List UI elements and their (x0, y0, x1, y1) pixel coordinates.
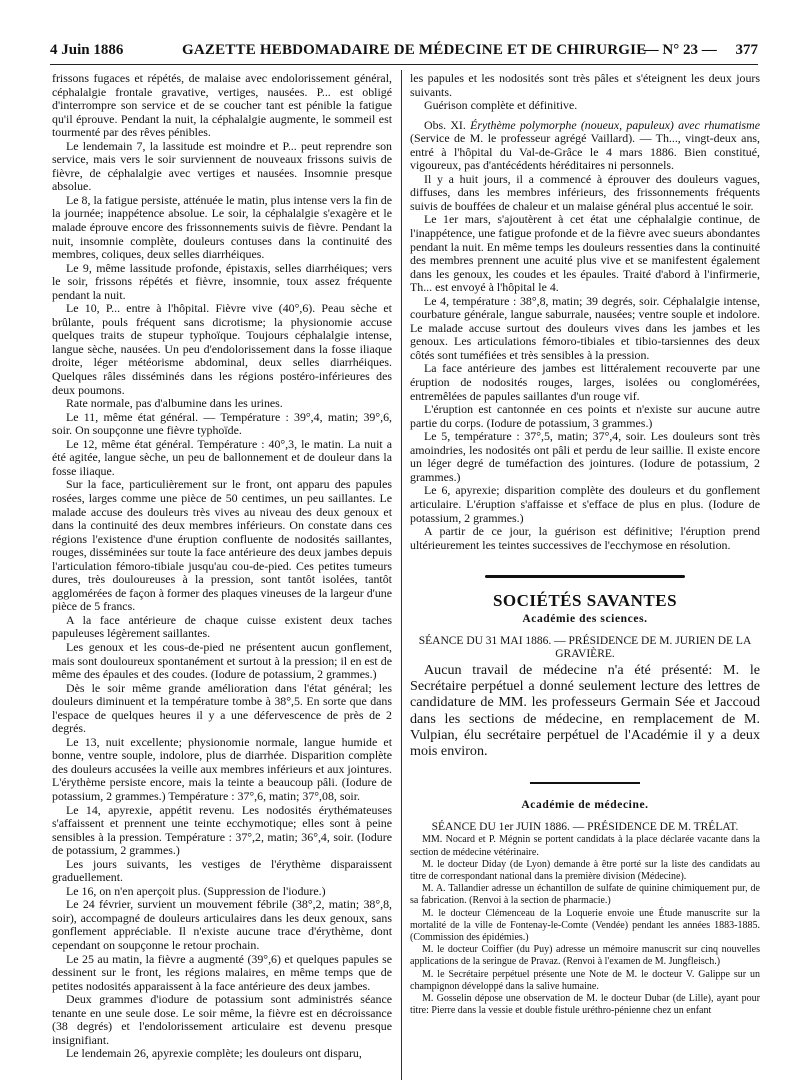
paragraph: Les jours suivants, les vestiges de l'érythème disparaissent graduellement. (52, 856, 392, 885)
academy-separator (410, 774, 760, 788)
paragraph: Le 24 février, survient un mouvement fébrile (38°,2, matin; 38°,8, soir), accompagné de douleurs articulaires dans les deux genoux, sans gonflement appréciable. Il n'existe aucune trace d'érythème, dont cependant on soupçonne le retour prochain. (52, 897, 392, 952)
paragraph: Le 16, on n'en aperçoit plus. (Suppression de l'iodure.) (66, 883, 326, 898)
paragraph: A partir de ce jour, la guérison est définitive; l'éruption prend ultérieurement les teintes successives de l'ecchymose en résolution. (410, 524, 760, 552)
obs-label: Obs. XI. (424, 117, 466, 132)
academy-medecine-heading: Académie de médecine. (521, 799, 649, 812)
section-title: SOCIÉTÉS SAVANTES (492, 590, 678, 610)
page-number: 377 (735, 42, 758, 58)
paragraph: Les genoux et les cous-de-pied ne présentent aucun gonflement, mais sont douloureux spontanément et surtout à la pression; il en est de même des épaules et des coudes. (Iodure de potassium, 2 grammes.) (52, 639, 392, 682)
issue-date: 4 Juin 1886 (50, 42, 124, 58)
paragraph: Le 9, même lassitude profonde, épistaxis, selles diarrhéiques; vers le soir, frissons répétés et fièvre, insomnie, toux assez fréquente pendant la nuit. (52, 260, 392, 302)
sciences-report: Aucun travail de médecine n'a été présenté: M. le Secrétaire perpétuel a donné seulement lecture des lettres de candidature de MM. les professeurs Germain Sée et Jaccoud dans les sections de médecine, en remplacement de M. Vulpian, élu secrétaire perpétuel de l'Académie il y a deux mois environ. (410, 661, 760, 760)
paragraph: Le 11, même état général. — Température : 39°,4, matin; 39°,6, soir. On soupçonne une fièvre typhoïde. (52, 409, 392, 438)
paragraph: La face antérieure des jambes est littéralement recouverte par une éruption de nodosités rouges, larges, isolées ou conglomérées, entremêlées de papules saillantes d'un rouge vif. (410, 361, 760, 403)
paragraph: Dès le soir même grande amélioration dans l'état général; les douleurs diminuent et la température tombe à 38°,5. En sorte que dans l'espace de quelques heures il y a une défervescence de près de 2 degrés. (52, 680, 392, 736)
section-separator (410, 568, 760, 582)
academy-item: M. Gosselin dépose une observation de M. le docteur Dubar (de Lille), ayant pour titre: Pierre dans la vessie et double fistule uréthro-pénienne chez un enfant (410, 992, 760, 1017)
paragraph: Le lendemain 7, la lassitude est moindre et P... peut reprendre son service, mais vers le soir surviennent de nouveaux frissons suivis de fièvre, de céphalalgie avec vertiges et nausées. Insomnie presque absolue. (52, 138, 392, 194)
paragraph: Il y a huit jours, il a commencé à éprouver des douleurs vagues, diffuses, dans les membres inférieurs, des frissonnements fréquents suivis de bouffées de chaleur et un malaise général plus accentué le soir. (410, 171, 760, 213)
seance-medecine: SÉANCE DU 1er JUIN 1886. — PRÉSIDENCE DE M. TRÉLAT. (431, 820, 739, 833)
paragraph: Le 8, la fatigue persiste, atténuée le matin, plus intense vers la fin de la journée; inappétence absolue. Le soir, la céphalalgie s'exagère et le malade éprouve encore des frissonnements suivis de fièvre. Pendant la nuit, insomnie complète, douleurs contuses dans la continuité des membres, coliques, deux selles diarrhéiques. (52, 192, 392, 262)
academy-item: MM. Nocard et P. Mégnin se portent candidats à la place déclarée vacante dans la section de médecine vétérinaire. (410, 834, 760, 858)
paragraph: Le lendemain 26, apyrexie complète; les douleurs ont disparu, (66, 1046, 362, 1061)
page-header (50, 40, 758, 65)
issue-number: — N° 23 — (643, 42, 717, 58)
paragraph: Le 12, même état général. Température : 40°,3, le matin. La nuit a été agitée, langue sèche, un peu de ballonnement et de douleur dans la fosse iliaque. (52, 436, 392, 478)
paragraph: Deux grammes d'iodure de potassium sont administrés séance tenante en une seule dose. Le soir même, la fièvre est en décroissance (38 degrés) et l'endolorissement articulaire est devenu presque insignifiant. (52, 992, 392, 1047)
academy-item: M. le docteur Clémenceau de la Loquerie envoie une Étude manuscrite sur la mortalité de la ville de Fontenay-le-Comte (Vendée) pendant les années 1883-1885. (Commission des épidémies.) (410, 907, 760, 943)
journal-title: GAZETTE HEBDOMADAIRE DE MÉDECINE ET DE CHIRURGIE (182, 42, 647, 58)
paragraph: Le 14, apyrexie, appétit revenu. Les nodosités érythémateuses s'affaissent et prennent une teinte ecchymotique; elles sont à peine sensibles à la pression. Température : 37°,2, matin; 36°,4, soir. (Iodure de potassium, 2 grammes.) (52, 802, 392, 858)
paragraph: A la face antérieure de chaque cuisse existent deux taches papuleuses légèrement saillantes. (52, 612, 392, 641)
academy-item: M. le docteur Diday (de Lyon) demande à être porté sur la liste des candidats au titre de correspondant national dans la première division (Médecine). (410, 858, 760, 882)
obs-intro: (Service de M. le professeur agrégé Vaillard). — Th..., vingt-deux ans, entré à l'hôpital du Val-de-Grâce le 4 mars 1886. Bien constitué, vigoureux, pas d'antécédents héréditaires ni personnels. (410, 131, 760, 173)
right-continuation (410, 72, 760, 113)
observation-heading (410, 119, 760, 173)
observation-paragraphs (410, 173, 760, 552)
academy-item: M. le docteur Coiffier (du Puy) adresse un mémoire manuscrit sur cinq nouvelles applications de la seringue de Pravaz. (Renvoi à l'examen de M. Jungfleisch.) (410, 944, 760, 968)
right-column (410, 72, 760, 1017)
paragraph: Sur la face, particulièrement sur le front, ont apparu des papules rosées, larges comme une pièce de 50 centimes, un peu saillantes. Le malade accuse des douleurs très vives au niveau des deux genoux et dans la continuité des deux membres inférieurs. On constate dans ces régions l'existence d'une éruption confluente de nodosités saillantes, rouges, disséminées sur toute la face antérieure des deux jambes depuis l'articulation fémoro-tibiale jusqu'au cou-de-pied. Ces petites tumeurs dures, très douloureuses à la pression, sont tantôt isolées, tantôt agglomérées de façon à former des plaques vineuses de la largeur d'une pièce de 5 francs. (52, 477, 392, 614)
column-divider (401, 70, 402, 1080)
paragraph: Le 25 au matin, la fièvre a augmenté (39°,6) et quelques papules se dessinent sur le front, les régions malaires, en même temps que de petites nodosités apparaissent à la face antérieure des deux jambes. (52, 951, 392, 993)
paragraph: Le 4, température : 38°,8, matin; 39 degrés, soir. Céphalalgie intense, courbature générale, langue saburrale, nausées; ventre souple et indolore. Le malade accuse surtout des douleurs vives dans les jambes et les genoux. Les articulations fémoro-tibiales et tibio-tarsiennes des deux côtés sont tuméfiées et très sensibles à la pression. (410, 293, 760, 362)
paragraph: Guérison complète et définitive. (424, 98, 578, 113)
obs-title: Érythème polymorphe (noueux, papuleux) avec rhumatisme (470, 117, 760, 132)
medecine-items (410, 834, 760, 1017)
paragraph: Le 1er mars, s'ajoutèrent à cet état une céphalalgie continue, de l'inappétence, une fatigue profonde et de la fièvre avec sueurs abondantes pendant la nuit. En même temps les douleurs ressenties dans la continuité des membres prennent une acuité plus vive et se manifestent également dans les genoux, les coudes et les épaules. Traité d'abord à l'infirmerie, Th... est envoyé à l'hôpital le 4. (410, 212, 760, 295)
paragraph: les papules et les nodosités sont très pâles et s'éteignent les deux jours suivants. (410, 71, 760, 99)
paragraph: frissons fugaces et répétés, de malaise avec endolorissement général, céphalalgie frontale gravative, vertiges, nausées. P... est obligé d'interrompre son service et de se coucher tant est pénible la fatigue qu'il éprouve. Pendant la nuit, la céphalalgie augmente, le sommeil est tourmenté par des rêves pénibles. (52, 71, 392, 140)
academy-item: M. le Secrétaire perpétuel présente une Note de M. le docteur V. Galippe sur un champignon développé dans la salive humaine. (410, 968, 760, 992)
paragraph: Le 10, P... entre à l'hôpital. Fièvre vive (40°,6). Peau sèche et brûlante, pouls fréquent sans dicrotisme; la physionomie accuse quelques traits de stupeur typhoïque. Toujours céphalalgie intense, langue sèche, nausées. Un peu d'endolorissement dans la fosse iliaque droite, léger météorisme abdominal, deux selles diarrhéiques. Quelques râles disséminés dans les régions postéro-inférieures des deux poumons. (52, 301, 392, 397)
paragraph: Le 5, température : 37°,5, matin; 37°,4, soir. Les douleurs sont très amoindries, les nodosités ont pâli et perdu de leur saillie. Il existe encore un léger degré de tuméfaction des jointures. (Iodure de potassium, 2 grammes.) (410, 429, 760, 484)
seance-sciences: SÉANCE DU 31 MAI 1886. — PRÉSIDENCE DE M. JURIEN DE LA GRAVIÈRE. (418, 634, 752, 661)
left-column (52, 72, 392, 1061)
issue-and-page (644, 42, 758, 59)
paragraph: Le 13, nuit excellente; physionomie normale, langue humide et bonne, ventre souple, indolore, plus de diarrhée. Disparition complète des douleurs accusées la veille aux membres inférieurs et aux jointures. L'érythème persiste encore, mais la teinte a beaucoup pâli. (Iodure de potassium, 2 grammes.) Température : 37°,6, matin; 37°,08, soir. (52, 734, 392, 803)
paragraph: Le 6, apyrexie; disparition complète des douleurs et du gonflement articulaire. L'éruption s'affaisse et s'efface de plus en plus. (Iodure de potassium, 2 grammes.) (410, 483, 760, 525)
academy-sciences-heading: Académie des sciences. (522, 613, 648, 626)
academy-item: M. A. Tallandier adresse un échantillon de sulfate de quinine chimiquement pur, de sa fabrication. (Renvoi à la section de pharmacie.) (410, 883, 760, 907)
paragraph: Rate normale, pas d'albumine dans les urines. (66, 396, 283, 411)
paragraph: L'éruption est cantonnée en ces points et n'existe sur aucune autre partie du corps. (Iodure de potassium, 3 grammes.) (410, 402, 760, 430)
